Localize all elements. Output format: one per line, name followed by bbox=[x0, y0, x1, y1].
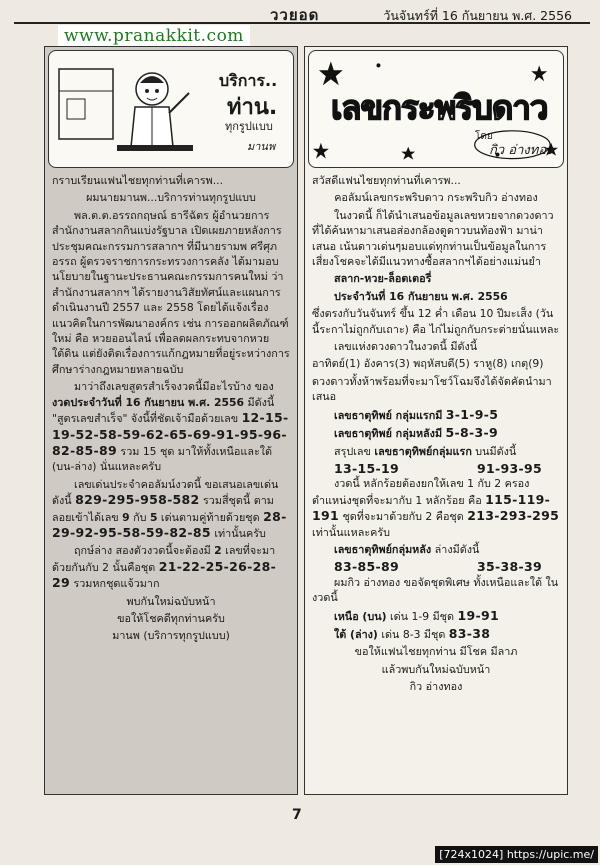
south-number: 83-38 bbox=[448, 625, 491, 641]
right-greeting: สวัสดีแฟนไชยทุกท่านที่เคารพ... bbox=[312, 174, 461, 187]
left-draw-date: งวดประจำวันที่ 16 กันยายน พ.ศ. 2556 bbox=[52, 395, 245, 409]
south-label: ใต้ (ล่าง) bbox=[334, 627, 378, 641]
issue-date: วันจันทร์ที่ 16 กันยายน พ.ศ. 2556 bbox=[383, 8, 572, 23]
summary-c: บนมีดังนี้ bbox=[475, 444, 517, 458]
hundreds-intro: งวดนี้ หลักร้อยต้องยกให้เลข 1 กับ 2 ครองตำแหน่งชุดที่จะมากับ 1 หลักร้อย คือ bbox=[312, 477, 530, 507]
north-label: เหนือ (บน) bbox=[334, 609, 387, 623]
right-paragraph-5: ผมกิว อ่างทอง ขอจัดชุดพิเศษ ทั้งเหนือและใต้ ในงวดนี้ bbox=[312, 575, 559, 605]
left-banner bbox=[48, 50, 294, 168]
summary-line bbox=[312, 444, 560, 459]
service-line-2: ท่าน. bbox=[227, 95, 278, 120]
left-para3-pairs: เด่นตามคู่ท้ายด้วยชุด bbox=[160, 510, 260, 524]
left-paragraph-3 bbox=[52, 477, 290, 542]
left-para3-with: กับ bbox=[133, 510, 147, 524]
image-source-tag: [724x1024] https://upic.me/ bbox=[435, 846, 598, 863]
summary-numbers-1: 13-15-19 bbox=[334, 460, 399, 476]
hundreds-mid: ชุดที่จะมาด้วยกับ 2 คือชุด bbox=[342, 510, 464, 524]
service-line-3: ทุกรูปแบบ bbox=[225, 120, 273, 133]
summary-numbers-2: 91-93-95 bbox=[477, 460, 542, 476]
right-closing-3: กิว อ่างทอง bbox=[409, 680, 463, 694]
left-para4-mid: เลขที่จะมาด้วยกันกับ 2 นั้นคือชุด bbox=[52, 544, 276, 574]
group-3-numbers bbox=[312, 559, 560, 574]
summary-b: เลขธาตุทิพย์กลุ่มแรก bbox=[374, 444, 472, 458]
cartoon-illustration bbox=[57, 61, 197, 161]
digit-two: 2 bbox=[214, 544, 222, 558]
author-signature: มานพ bbox=[247, 140, 276, 153]
left-para4-tail: รวมหกชุดแจ้วมาก bbox=[73, 577, 160, 591]
left-column bbox=[44, 46, 298, 795]
right-paragraph-1: ในงวดนี้ ก็ได้นำเสนอข้อมูลเลขหวยจากดวงดาวที่ได้ค้นหามาเสนอส่องกล้องดูดาวบนท้องฟ้า มาน่าเสนอ เน้นดาวเด่นๆมอบแด่ทุกท่านเป็นข้อมูลในการเสี่ยงโชคจะได้มีแนวทางซื้อสลากฯได้อย่างแม่นยำ bbox=[312, 208, 554, 269]
left-closing-3: มานพ (บริการทุกรูปแบบ) bbox=[112, 629, 230, 643]
group-2 bbox=[312, 425, 560, 441]
right-closing-1: ขอให้แฟนไชยทุกท่าน มีโชค มีลาภ bbox=[354, 645, 518, 659]
group-3-numbers-1: 83-85-89 bbox=[334, 559, 399, 575]
formula-numbers: 12-15-19-52-58-59-62-65-69-91-95-96-82-85-89 bbox=[52, 410, 289, 458]
group-1-numbers: 3-1-9-5 bbox=[445, 406, 499, 422]
left-para3-intro: เลขเด่นประจำคอลัมน์งวดนี้ ขอเสนอเลขเด่นดังนี้ bbox=[52, 477, 279, 508]
right-byline: คอลัมน์เลขกระพริบดาว กระพริบกิว อ่างทอง bbox=[334, 191, 538, 205]
left-paragraph-2 bbox=[52, 379, 290, 474]
left-para2-formula: มีดังนี้ "สูตรเลขสำเร็จ" จังนี้ที่ชัดเจ้ามือด้วยเลข bbox=[52, 395, 275, 426]
left-para2-tail: รวม 15 ชุด มาให้ทั้งเหนือและใต้ (บน-ล่าง) นั่นแหละครับ bbox=[52, 444, 273, 474]
group-1-label: เลขธาตุทิพย์ กลุ่มแรกมี bbox=[334, 408, 443, 422]
pair-numbers: 28-29-92-95-58-59-82-85 bbox=[52, 508, 287, 540]
right-draw-date: ประจำวันที่ 16 กันยายน พ.ศ. 2556 bbox=[334, 289, 508, 303]
left-closing-2: ขอให้โชคดีทุกท่านครับ bbox=[117, 611, 225, 625]
south-line bbox=[312, 626, 560, 642]
group-3-tail: ล่างมีดังนี้ bbox=[434, 542, 480, 556]
hundreds-tail: เท่านั้นแหละครับ bbox=[312, 525, 390, 539]
stars-intro: เลขแห่งดวงดาวในงวดนี้ มีดังนี้ bbox=[334, 340, 478, 354]
column-author: กิว อ่างทอง bbox=[489, 143, 553, 158]
group-1 bbox=[312, 407, 560, 423]
left-paragraph-4 bbox=[52, 543, 290, 591]
right-paragraph-4 bbox=[312, 476, 560, 540]
right-subhead: สลาก-หวย-ล็อตเตอรี่ bbox=[334, 272, 432, 286]
summary-numbers bbox=[312, 461, 560, 476]
left-paragraph-1: พล.ต.ต.อรรถกฤษณ์ ธารีฉัตร ผู้อำนวยการสำนักงานสลากกินแบ่งรัฐบาล เปิดเผยภายหลังการประชุมคณะกรรมการสลากฯ ที่มีนายรามพ ศรีศุภอรรถ ผู้ตรวจราชการกระทรวงการคลัง ได้มามอบนโยบายในฐานะประธานคณะกรรมการคนใหม่ ว่า สำนักงานสลากฯ ได้รายงานวิสัยทัศน์และแผนการดำเนินงานปี 2557 และ 2558 โดยได้แจ้งเรื่องแนวคิดในการพัฒนาองค์กร เช่น การออกผลิตภัณฑ์ใหม่ คือ หวยออนไลน์ เพื่อลดผลกระทบจากหวยใต้ดิน แต่ยังติดเรื่องการแก้กฎหมายที่อยู่ระหว่างการศึกษาร่างกฎหมายหลายฉบับ bbox=[52, 208, 290, 376]
group-3-numbers-2: 35-38-39 bbox=[477, 559, 542, 575]
column-title: เลขกระพริบดาว bbox=[331, 88, 548, 127]
stars-list: อาทิตย์(1) อังคาร(3) พฤหัสบดี(5) ราหู(8) เกตุ(9) bbox=[312, 357, 544, 371]
right-article bbox=[305, 171, 567, 699]
column-by: โดย bbox=[475, 131, 493, 142]
lower-numbers: 21-22-25-26-28-29 bbox=[52, 558, 277, 591]
group-2-label: เลขธาตุทิพย์ กลุ่มหลังมี bbox=[334, 427, 443, 441]
featured-numbers: 829-295-958-582 bbox=[75, 492, 200, 508]
right-paragraph-2: ซึ่งตรงกับวันจันทร์ ขึ้น 12 ค่ำ เดือน 10 ปีมะเส็ง (วันนี้ระกาไม่ถูกกับเถาะ) คือ ไก่ไม่ถูกกับกระต่ายนั่นแหละ bbox=[312, 307, 560, 336]
digit-five: 5 bbox=[149, 510, 158, 524]
left-article bbox=[45, 171, 297, 648]
service-line-1: บริการ.. bbox=[219, 71, 278, 90]
hundreds-set-2: 213-293-295 bbox=[467, 508, 560, 524]
right-closing-2: แล้วพบกันใหม่ฉบับหน้า bbox=[381, 662, 491, 676]
summary-a: สรุปเลข bbox=[334, 444, 371, 458]
watermark-url: www.pranakkit.com bbox=[58, 25, 250, 47]
page-number: 7 bbox=[292, 807, 302, 823]
north-text: เด่น 1-9 มีชุด bbox=[389, 609, 455, 623]
left-byline: ผมนายมานพ...บริการท่านทุกรูปแบบ bbox=[86, 191, 256, 205]
north-number: 19-91 bbox=[457, 607, 499, 623]
south-text: เด่น 8-3 มีชุด bbox=[381, 627, 446, 641]
right-paragraph-3: ดวงดาวทั้งห้าพร้อมที่จะมาโชว์โฉมจึงได้จัดคัดนำมาเสนอ bbox=[312, 374, 552, 404]
left-para3-mid: รวมสี่ชุดนี้ ตามลอยเข้าได้เลข bbox=[52, 494, 274, 524]
left-para4-intro: ฤกษ์ล่าง สองตัวงวดนี้จะต้องมี bbox=[74, 544, 211, 558]
group-3 bbox=[312, 542, 560, 557]
left-closing-1: พบกันใหม่ฉบับหน้า bbox=[126, 594, 216, 608]
left-greeting: กราบเรียนแฟนไชยทุกท่านที่เคารพ... bbox=[52, 174, 224, 187]
group-3-label: เลขธาตุทิพย์กลุ่มหลัง bbox=[334, 542, 432, 556]
masthead: ววยอด bbox=[270, 6, 320, 24]
group-2-numbers: 5-8-3-9 bbox=[445, 425, 498, 441]
left-para3-tail: เท่านั้นครับ bbox=[214, 526, 266, 540]
hundreds-set-1: 115-119-191 bbox=[312, 491, 551, 524]
north-line bbox=[312, 608, 560, 624]
right-banner bbox=[308, 50, 564, 168]
left-para2-intro: มาว่าถึงเลขสูตรสำเร็จงวดนี้มีอะไรบ้าง ของ bbox=[74, 380, 274, 394]
digit-nine: 9 bbox=[122, 510, 130, 524]
right-column bbox=[304, 46, 568, 795]
